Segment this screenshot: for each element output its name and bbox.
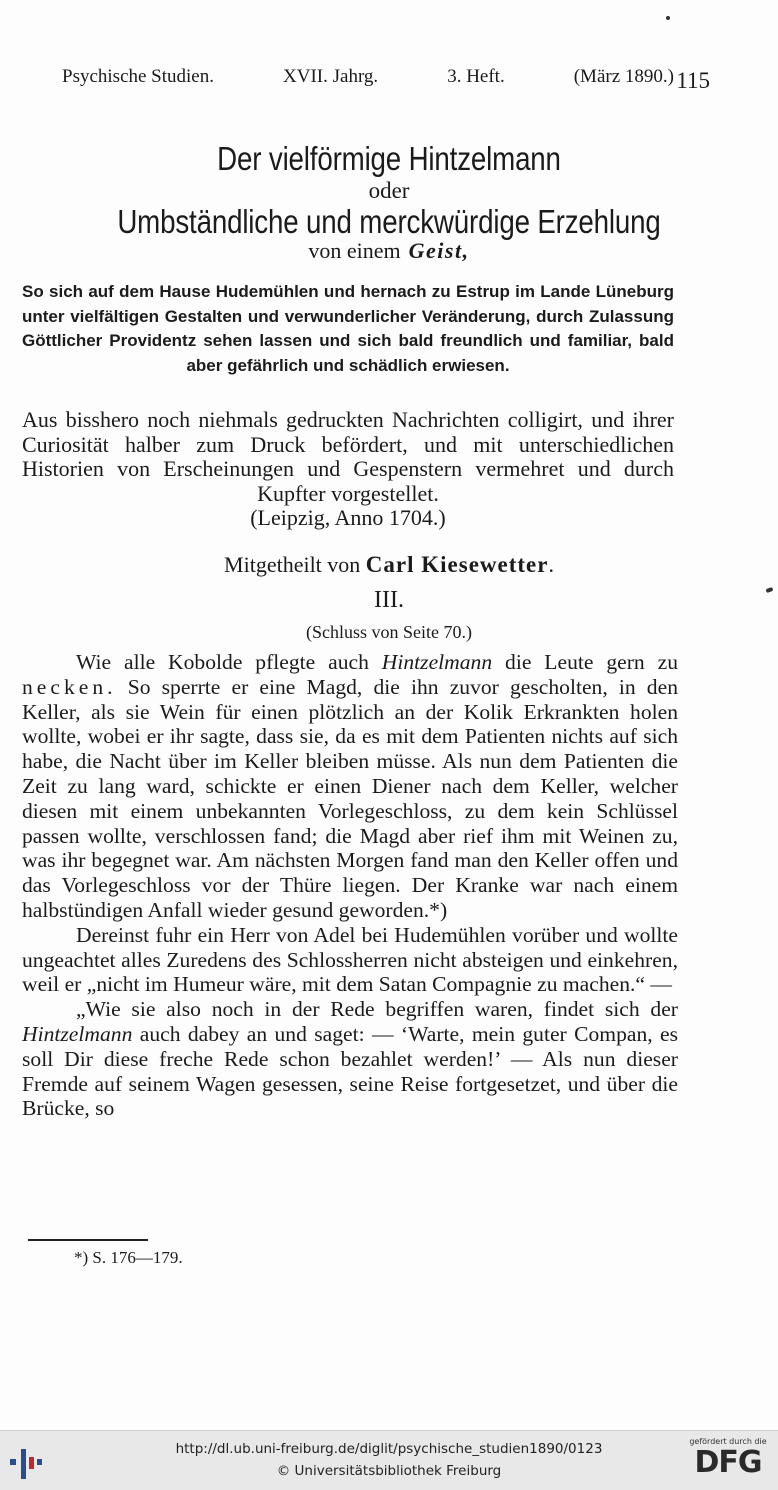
title-line-4-prefix: von einem <box>308 238 401 263</box>
p1-text-b: die Leute gern zu <box>505 650 678 674</box>
dfg-funded-by: gefördert durch die <box>689 1437 767 1446</box>
footnote: *) S. 176—179. <box>74 1248 183 1267</box>
dfg-logo-text: DFG <box>694 1445 762 1480</box>
paragraph-3 <box>22 997 678 1121</box>
p1-text-c: So sperrte er eine Magd, die ihn zuvor gescholten, in den Keller, als sie Wein für einen plötzlich an der Kolik Erkrankten holen wollte, wobei er ihr sagte, dass sie, da es mit dem Patienten nichts auf sich habe, die Nacht über im Keller bleiben müsse. Als nun dem Patienten die Zeit zu lang ward, schickte er einen Diener nach dem Keller, welcher diesen mit einem unbekannten Vorlegeschloss, zu dem kein Schlüssel passen wollte, verschlossen fand; die Magd aber rief ihm mit Weinen zu, was ihr begegnet war. Am nächsten Morgen fand man den Keller offen und das Vorlegeschloss vor der Thüre liegen. Der Kranke war nach einem halbstündigen Anfall wieder gesund geworden.*) <box>22 674 678 922</box>
dfg-logo <box>688 1437 768 1485</box>
continuation-note: (Schluss von Seite 70.) <box>306 622 472 642</box>
source-note <box>22 408 674 531</box>
title-line-3: Umbständliche und merckwürdige Erzehlung <box>117 203 661 240</box>
p3-name: Hintzelmann <box>22 1021 133 1046</box>
p3-text-b: auch dabey an und saget: — ‘Warte, mein guter Compan, es soll Dir diese freche Rede schon bezahlet werden!’ — Als nun dieser Fremde auf seinem Wagen gesessen, seine Reise fortgesetzet, und über die Brücke, so <box>22 1021 678 1121</box>
issue-date: (März 1890.) <box>573 66 674 87</box>
author-line <box>0 552 778 578</box>
ink-speck <box>666 16 670 20</box>
author-name: Carl Kiesewetter <box>365 552 549 577</box>
volume: XVII. Jahrg. <box>283 66 379 87</box>
author-suffix: . <box>548 552 554 577</box>
source-text: Aus bisshero noch niehmals gedruckten Nachrichten colligirt, und ihrer Curiosität halber zum Druck befördert, und mit unterschiedlichen Historien von Erscheinungen und Gespenstern vermehret und durch Kupfter vorgestellet. <box>22 407 674 506</box>
page-number: 115 <box>676 68 710 93</box>
paragraph-1 <box>22 650 678 923</box>
running-header <box>62 66 710 93</box>
article-body <box>22 650 678 1121</box>
p1-name: Hintzelmann <box>381 650 493 674</box>
p1-spaced-word: necken. <box>22 674 117 699</box>
footnote-rule <box>28 1239 148 1241</box>
viewer-footer <box>0 1430 778 1490</box>
permalink-url[interactable]: http://dl.ub.uni-freiburg.de/diglit/psychische_studien1890/0123 <box>175 1441 603 1457</box>
subtitle: So sich auf dem Hause Hudemühlen und hernach zu Estrup im Lande Lüneburg unter vielfältigen Gestalten und verwunderlicher Veränderung, durch Zulassung Göttlicher Providentz sehen lassen und sich bald freundlich und familiar, bald aber gefährlich und schädlich erwiesen. <box>22 282 674 375</box>
title-line-2: oder <box>368 178 410 203</box>
journal-name: Psychische Studien. <box>62 66 214 87</box>
title-line-1: Der vielförmige Hintzelmann <box>217 140 561 177</box>
issue: 3. Heft. <box>447 66 505 87</box>
p1-text-a: Wie alle Kobolde pflegte auch <box>76 650 369 674</box>
p3-text-a: „Wie sie also noch in der Rede begriffen waren, findet sich der <box>76 997 678 1022</box>
paragraph-2: Dereinst fuhr ein Herr von Adel bei Hudemühlen vorüber und wollte ungeachtet alles Zuredens des Schlossherren nicht absteigen und einkehren, weil er „nicht im Humeur wäre, mit dem Satan Compagnie zu machen.“ — <box>22 922 678 997</box>
source-place-year: (Leipzig, Anno 1704.) <box>250 505 446 530</box>
author-prefix: Mitgetheilt von <box>224 552 361 577</box>
title-geist: Geist, <box>408 238 470 263</box>
section-number: III. <box>374 587 404 613</box>
copyright-notice: © Universitätsbibliothek Freiburg <box>276 1463 502 1479</box>
title-line-4 <box>0 238 778 264</box>
